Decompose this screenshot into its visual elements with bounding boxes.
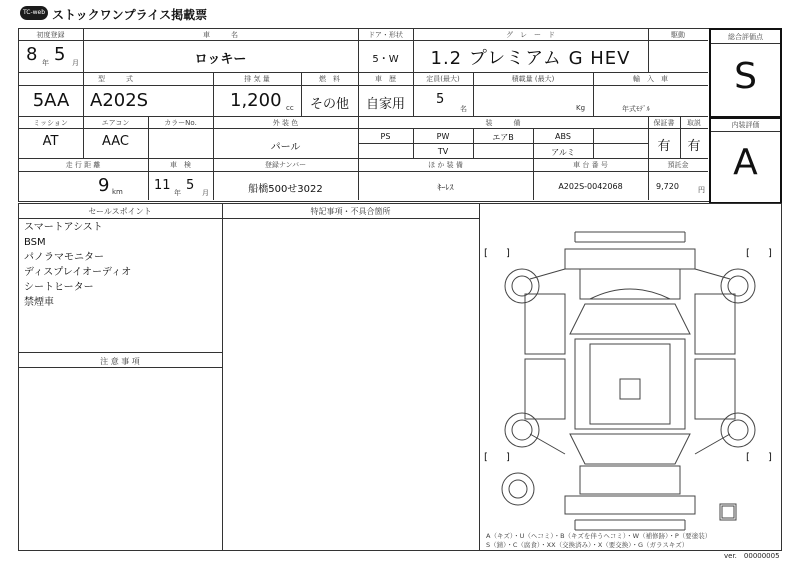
manual-value: 有 [687, 139, 701, 154]
info-grid [18, 28, 780, 200]
capacity-label: 定員(最大) [426, 75, 460, 83]
sales-point-item: スマートアシスト [24, 222, 103, 233]
drive-label: 駆動 [671, 31, 685, 39]
history-value: 自家用 [365, 97, 405, 112]
first-reg-year: 8 [26, 44, 38, 65]
model-label: 型 式 [98, 75, 133, 83]
mileage-unit: km [112, 188, 123, 196]
bracket-left-bottom: [ [484, 452, 488, 463]
bracket-left-top: [ [484, 248, 488, 259]
import-label: 輸 入 車 [633, 75, 668, 83]
bracket-left-top-r: [ [746, 248, 750, 259]
damage-legend-2: S（錆）・C（腐食）・XX（交換済み）・X（要交換）・G（ガラスキズ） [486, 541, 689, 549]
car-name: ロッキー [194, 52, 247, 67]
recycle-label: 預託金 [667, 161, 689, 169]
interior-rating-label: 内装評価 [711, 120, 780, 132]
mileage-label: 走 行 距 離 [65, 161, 101, 169]
tc-web-logo: TC-web [20, 6, 48, 20]
inspection-label: 車 検 [170, 161, 191, 169]
equip-alumi: アルミ [551, 148, 575, 157]
exterior-value: パール [270, 142, 301, 153]
displacement-value: 1,200 [230, 90, 282, 111]
year-unit: 年 [42, 59, 49, 67]
displacement-label: 排 気 量 [244, 75, 270, 83]
plate-value: 船橋500せ3022 [248, 184, 323, 195]
bracket-right-bottom-r: ] [768, 452, 772, 463]
sales-point-item: パノラマモニター [24, 252, 104, 263]
bracket-right-top: ] [506, 248, 510, 259]
overall-rating-box [709, 28, 782, 119]
capacity-value: 5 [436, 92, 445, 107]
equip-abs: ABS [555, 132, 571, 141]
door-value: 5・W [372, 54, 399, 65]
equip-pw: PW [436, 132, 450, 141]
load-unit: Kg [576, 104, 586, 112]
displacement-unit: cc [286, 104, 294, 112]
equip-airbag: エアB [492, 133, 514, 142]
notes-title: 注 意 事 項 [100, 357, 140, 366]
other-equip-value: ｷｰﾚｽ [437, 183, 454, 192]
color-no-label: カラーNo. [164, 119, 197, 127]
inspection-year-unit: 年 [174, 189, 181, 197]
warranty-value: 有 [657, 139, 671, 154]
sales-points-list [24, 220, 131, 310]
sales-point-item: 禁煙車 [24, 297, 54, 308]
grade-value: 1.2 プレミアム G HEV [430, 48, 631, 69]
fuel-value: その他 [309, 97, 349, 112]
recycle-value: 9,720 [656, 182, 679, 191]
recycle-unit: 円 [698, 186, 705, 194]
fuel-label: 燃 料 [319, 75, 340, 83]
equipment-label: 装 備 [485, 119, 521, 127]
grade-label: グ レ ー ド [506, 31, 555, 39]
chassis-value: A202S-0042068 [558, 182, 623, 191]
remarks-title: 特記事項・不具合箇所 [310, 207, 391, 216]
car-damage-diagram [480, 204, 779, 549]
first-reg-month: 5 [54, 44, 66, 65]
mileage-value: 9 [98, 175, 110, 196]
history-label: 車 歴 [375, 75, 396, 83]
plate-label: 登録ナンバー [264, 161, 307, 169]
bracket-left-bottom-r: [ [746, 452, 750, 463]
bracket-right-bottom: ] [506, 452, 510, 463]
equip-ps: PS [380, 132, 391, 141]
door-label: ドア・形状 [368, 31, 403, 39]
sales-point-item: ディスプレイオーディオ [24, 267, 132, 278]
chassis-label: 車 台 番 号 [573, 161, 608, 169]
inspection-year: 11 [154, 178, 171, 193]
damage-legend-1: A（キズ）・U（ヘコミ）・B（キズを伴うヘコミ）・W（補修跡）・P（要塗装） [486, 532, 712, 540]
interior-rating-value: A [733, 142, 758, 183]
inspection-month: 5 [186, 178, 195, 193]
mission-label: ミッション [33, 119, 68, 127]
mission-value: AT [42, 134, 59, 149]
model-prefix: 5AA [32, 90, 70, 111]
version-label: ver. 00000005 [724, 552, 780, 560]
equip-tv: TV [437, 147, 449, 156]
capacity-unit: 名 [460, 105, 467, 113]
overall-rating-value: S [734, 56, 757, 97]
sales-points-title: セールスポイント [88, 207, 152, 216]
manual-label: 取説 [687, 119, 701, 127]
bracket-right-top-r: ] [768, 248, 772, 259]
sales-point-item: シートヒーター [24, 282, 94, 293]
load-label: 積載量 (最大) [511, 75, 555, 83]
exterior-label: 外 装 色 [272, 119, 299, 127]
model-value: A202S [90, 90, 149, 111]
other-equip-label: ほ か 装 備 [428, 161, 463, 169]
aircon-label: エアコン [101, 119, 130, 127]
page-title: ストックワンプライス掲載票 [52, 8, 208, 22]
warranty-label: 保証書 [653, 119, 675, 127]
aircon-value: AAC [102, 134, 129, 149]
first-reg-label: 初度登録 [36, 31, 65, 39]
overall-rating-label: 総合評価点 [711, 32, 780, 44]
import-model: 年式ﾓﾃﾞﾙ [622, 105, 650, 113]
month-unit: 月 [72, 59, 79, 67]
inspection-month-unit: 月 [202, 189, 209, 197]
interior-rating-box [709, 116, 782, 204]
header [0, 0, 800, 28]
car-name-label: 車 名 [203, 31, 238, 39]
sales-point-item: BSM [24, 237, 46, 248]
